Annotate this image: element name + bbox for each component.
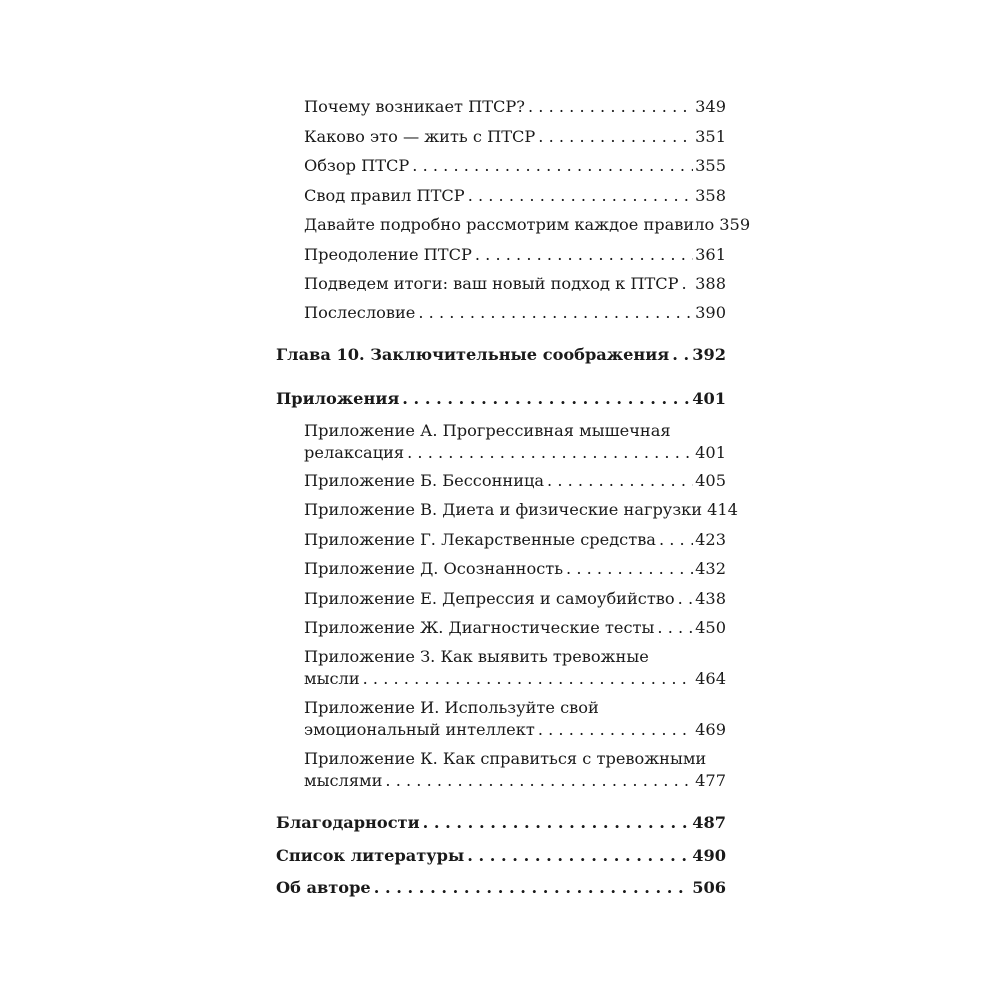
toc-entry-title: Приложение З. Как выявить тревожные [304, 647, 649, 666]
toc-entry-title-continued: эмоциональный интеллект [304, 720, 535, 739]
dot-leader [566, 558, 693, 580]
toc-entry-title: Приложение Д. Осознанность [304, 559, 564, 578]
toc-entry [304, 529, 726, 551]
toc-entry-title-continued: мысли [304, 669, 360, 688]
toc-entry-title: Приложение Е. Депрессия и самоубийство [304, 589, 675, 608]
toc-entry-page: 464 [695, 669, 726, 688]
dot-leader [407, 442, 693, 464]
toc-entry [304, 499, 738, 521]
toc-entry-title: Приложения [276, 389, 400, 408]
toc-chapter [276, 812, 726, 834]
dot-leader [657, 617, 693, 639]
toc-entry-page: 355 [695, 156, 726, 175]
toc-entry-page: 401 [692, 389, 726, 408]
toc-entry-title: Приложение Ж. Диагностические тесты [304, 618, 655, 637]
dot-leader [385, 770, 693, 792]
toc-entry-page: 423 [695, 530, 726, 549]
toc-entry-title-continued: мыслями [304, 771, 383, 790]
toc-entry-title: Благодарности [276, 813, 420, 832]
toc-entry-title-continued: релаксация [304, 443, 405, 462]
toc-entry-page: 487 [692, 813, 726, 832]
toc-entry-title: Приложение И. Используйте свой [304, 698, 599, 717]
toc-entry [304, 126, 726, 148]
toc-entry-page: 359 [719, 215, 751, 234]
dot-leader [418, 302, 693, 324]
toc-entry-title: Приложение А. Прогрессивная мышечная [304, 421, 671, 440]
toc-entry [304, 155, 726, 177]
toc-entry-page: 432 [695, 559, 726, 578]
toc-entry [304, 185, 726, 207]
toc-entry [304, 96, 726, 118]
toc-entry-title: Глава 10. Заключительные соображения [276, 345, 670, 364]
dot-leader [423, 812, 691, 834]
toc-chapter [276, 845, 726, 867]
toc-entry-title: Послесловие [304, 303, 416, 322]
toc-entry-page: 450 [695, 618, 726, 637]
toc-entry-page: 469 [695, 720, 726, 739]
toc-entry [304, 470, 726, 492]
dot-leader [682, 273, 694, 295]
dot-leader [412, 155, 693, 177]
toc-entry-page: 351 [695, 127, 726, 146]
toc-entry [304, 273, 726, 295]
toc-entry-page: 438 [695, 589, 726, 608]
dot-leader [538, 126, 693, 148]
dot-leader [547, 470, 693, 492]
toc-entry-page: 401 [695, 443, 726, 462]
toc-entry-title: Приложение К. Как справиться с тревожными [304, 749, 707, 768]
toc-entry-page: 392 [692, 345, 726, 364]
dot-leader [363, 668, 693, 690]
toc-entry-title: Приложение В. Диета и физические нагрузки [304, 500, 703, 519]
toc-entry-page: 388 [695, 274, 726, 293]
toc-entry-title: Приложение Г. Лекарственные средства [304, 530, 656, 549]
toc-entry [304, 420, 726, 464]
toc-chapter [276, 388, 726, 410]
toc-entry-page: 358 [695, 186, 726, 205]
dot-leader [672, 344, 690, 366]
toc-entry-page: 506 [692, 878, 726, 897]
dot-leader [475, 244, 693, 266]
toc-entry [304, 302, 726, 324]
toc-entry-page: 390 [695, 303, 726, 322]
toc-entry-title: Приложение Б. Бессонница [304, 471, 545, 490]
toc-chapter [276, 877, 726, 899]
toc-entry-title: Обзор ПТСР [304, 156, 410, 175]
toc-entry [304, 588, 726, 610]
toc-entry-title: Список литературы [276, 846, 465, 865]
toc-entry-title: Свод правил ПТСР [304, 186, 465, 205]
toc-entry-title: Об авторе [276, 878, 371, 897]
toc-entry [304, 244, 726, 266]
toc-entry-title: Почему возникает ПТСР? [304, 97, 525, 116]
toc-entry-page: 414 [707, 500, 738, 519]
dot-leader [659, 529, 693, 551]
toc-entry-page: 405 [695, 471, 726, 490]
toc-entry-page: 349 [695, 97, 726, 116]
toc-entry-page: 490 [692, 846, 726, 865]
toc-entry [304, 558, 726, 580]
dot-leader [468, 185, 693, 207]
dot-leader [374, 877, 690, 899]
toc-entry-page: 361 [695, 245, 726, 264]
dot-leader [467, 845, 690, 867]
dot-leader [678, 588, 693, 610]
toc-entry-title: Подведем итоги: ваш новый подход к ПТСР [304, 274, 679, 293]
toc-entry-title: Давайте подробно рассмотрим каждое правило [304, 215, 715, 234]
toc-chapter [276, 344, 726, 366]
toc-entry [304, 646, 726, 690]
toc-entry [304, 617, 726, 639]
toc-entry [304, 748, 726, 792]
dot-leader [528, 96, 693, 118]
toc-entry-title: Преодоление ПТСР [304, 245, 472, 264]
dot-leader [538, 719, 693, 741]
toc-entry-page: 477 [695, 771, 726, 790]
toc-entry-title: Каково это — жить с ПТСР [304, 127, 536, 146]
dot-leader [402, 388, 690, 410]
toc-entry [304, 214, 751, 236]
toc-entry [304, 697, 726, 741]
